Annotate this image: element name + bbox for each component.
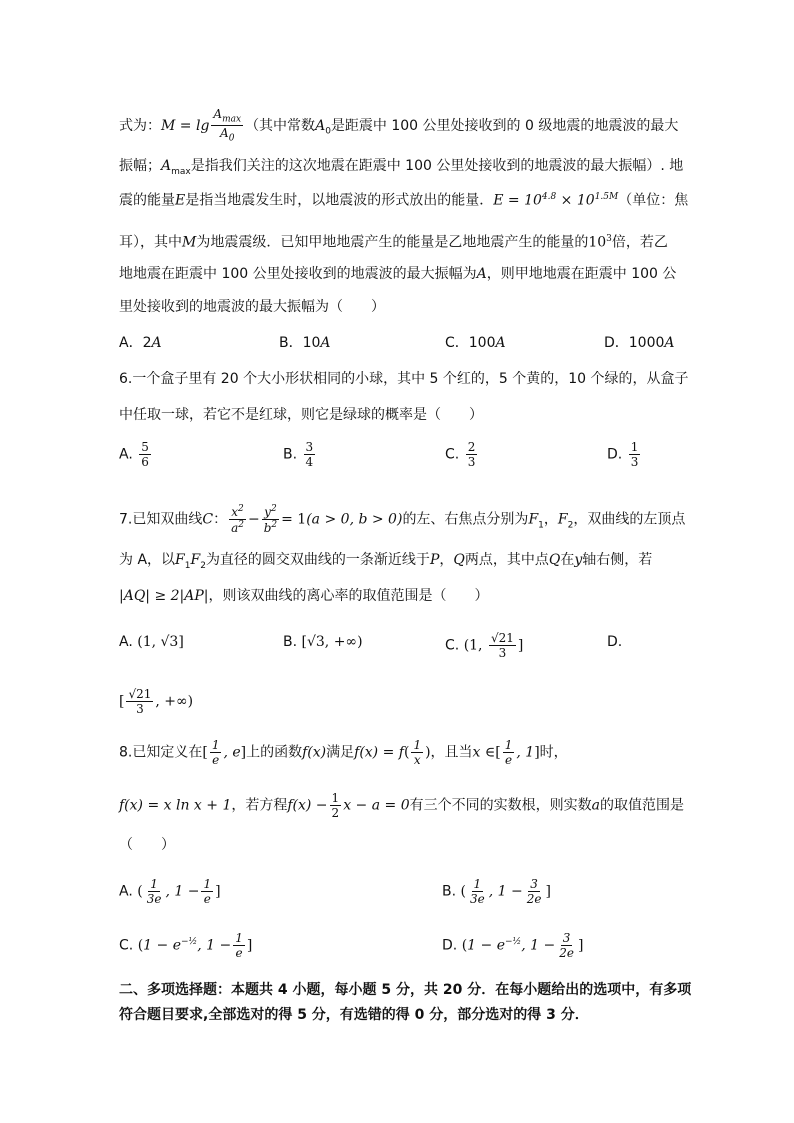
frac-num: y <box>264 505 271 519</box>
option-label: A. <box>119 634 133 650</box>
formula: f(x) <box>302 744 327 761</box>
frac-den: x <box>413 753 421 767</box>
frac-num: 2 <box>467 440 476 454</box>
fraction <box>468 878 487 905</box>
q5-line-4 <box>119 229 668 253</box>
q6-line-1 <box>119 369 689 389</box>
text: 在 <box>560 552 575 568</box>
var: M <box>182 234 197 251</box>
frac-num: A <box>213 107 223 121</box>
var: Q <box>548 552 561 568</box>
sub: 2 <box>567 520 574 531</box>
formula: (a > 0, b > 0) <box>306 511 403 528</box>
sup: 4.8 <box>541 192 557 202</box>
option-var: A <box>151 335 162 351</box>
q6-option-a[interactable] <box>119 441 153 468</box>
option-label: B．10 <box>279 335 321 351</box>
text: 为直径的圆交双曲线的一条渐近线于 <box>205 552 430 568</box>
var: a <box>591 797 600 814</box>
text: （其中常数 <box>245 117 316 134</box>
fraction <box>629 441 641 468</box>
fraction <box>330 792 342 819</box>
var: Q <box>453 552 465 568</box>
formula: = 1 <box>281 511 307 528</box>
frac-num: 1 <box>630 440 639 454</box>
frac-num: 3 <box>305 440 314 454</box>
option-label: B. <box>283 446 298 463</box>
var: y <box>574 552 583 568</box>
option-label: D. <box>442 937 458 954</box>
fraction <box>201 878 213 905</box>
frac-den: 4 <box>305 455 314 469</box>
sup: −½ <box>504 937 522 947</box>
text: 地地震在距震中 100 公里处接收到的地震波的最大振幅为 <box>119 266 477 282</box>
frac-den: 3 <box>630 455 639 469</box>
frac-num: 1 <box>413 738 422 752</box>
fraction <box>557 932 576 959</box>
sub: max <box>171 166 191 177</box>
text: 轴右侧，若 <box>582 552 653 568</box>
text: 8.已知定义在 <box>119 744 203 761</box>
option-label: D．1000 <box>604 335 665 351</box>
fraction <box>210 739 222 766</box>
frac-den: e <box>212 753 220 767</box>
q8-option-d[interactable]: D. ($1 - e^{-\frac{1}{2}}$, 1 − $\frac{3}{2e}$ ] <box>442 931 584 961</box>
sub: 0 <box>228 133 235 144</box>
formula: |AQ| ≥ 2|AP| <box>119 588 209 604</box>
frac-den: 2e <box>559 946 574 961</box>
q6-option-c[interactable] <box>445 441 479 468</box>
q5-line-5 <box>119 264 676 284</box>
text: 振幅； <box>119 158 161 174</box>
fraction <box>126 688 153 715</box>
text: （单位：焦 <box>618 192 689 209</box>
q7-line-3 <box>119 586 489 606</box>
text: 二、多项选择题：本题共 4 小题，每小题 5 分，共 20 分．在每小题给出的选项中，有多项 <box>119 982 692 998</box>
q8-option-c[interactable]: C. ($1 - e^{-\frac{1}{2}}$, 1 − $\frac{1}{e}$ ] <box>119 931 253 961</box>
formula: x ∈ <box>472 744 496 761</box>
frac-den: e <box>505 753 513 767</box>
sup: 1.5M <box>594 192 619 202</box>
option-label: A. <box>119 446 133 463</box>
q5-option-d[interactable] <box>604 333 675 353</box>
sub: 1 <box>538 520 544 531</box>
fraction <box>411 739 423 766</box>
var: F <box>528 511 539 528</box>
frac-den: 3 <box>498 646 507 660</box>
option-expr: 1 − e <box>143 937 181 954</box>
option-expr: [√3, +∞) <box>301 634 363 650</box>
frac-num: 1 <box>203 877 212 891</box>
sup: −½ <box>180 937 198 947</box>
sub: max <box>222 114 242 125</box>
q7-line-2 <box>119 550 652 576</box>
option-expr: , 1 − <box>488 883 523 900</box>
var: E <box>175 192 186 209</box>
text: 式为： <box>119 117 161 134</box>
frac-num: 3 <box>530 877 538 891</box>
option-label: C. <box>119 937 134 954</box>
text: ， <box>439 552 454 568</box>
frac-den: 2e <box>526 892 542 906</box>
text: 的左、右焦点分别为 <box>402 511 529 528</box>
formula: 10 <box>588 234 607 251</box>
fraction: $\frac{y^2}{b^2}$ <box>263 504 278 535</box>
text: 里处接收到的地震波的最大振幅为（ ） <box>119 299 385 315</box>
sub: 0 <box>325 126 331 137</box>
sub: 2 <box>200 560 206 571</box>
text: 两点，其中点 <box>464 552 549 568</box>
text: 为 A，以 <box>119 552 176 568</box>
formula: , 1 <box>516 744 535 761</box>
text: ，且当 <box>430 744 473 761</box>
q8-line-3 <box>119 835 175 855</box>
text: ， <box>543 511 558 528</box>
text: 的取值范围是 <box>599 797 684 814</box>
formula: x − a = 0 <box>343 797 410 814</box>
text: ，若方程 <box>231 797 288 814</box>
option-label: B. <box>442 883 457 900</box>
frac-den: 6 <box>141 455 149 469</box>
formula: f(x) = x ln x + 1 <box>119 797 232 814</box>
var: A <box>476 266 487 282</box>
formula: , e <box>223 744 241 761</box>
text: 7.已知双曲线 <box>119 511 203 528</box>
q5-line-2 <box>119 156 683 182</box>
option-label: C．100 <box>445 335 496 351</box>
fraction <box>145 878 164 905</box>
fraction <box>466 441 478 468</box>
q8-line-1: 8.已知定义在[ $\frac{1}{e}$ , e]上的函数f(x)满足f(x) = f( $\frac{1}{x}$ )，且当x ∈[ $\frac{1}{e}$ , 1]时， <box>119 738 568 767</box>
formula: M = lg <box>161 117 210 134</box>
option-expr: 1 − e <box>467 937 505 954</box>
frac-num: 1 <box>235 931 243 946</box>
sup: 3 <box>606 234 612 244</box>
q6-line-2 <box>119 405 483 425</box>
text: 6.一个盒子里有 20 个大小形状相同的小球，其中 5 个红的，5 个黄的，10 个绿的，从盒子 <box>119 371 689 387</box>
q7-line-1: 7.已知双曲线C： $\frac{x^2}{a^2}$ − $\frac{y^2}{b^2}$ = 1(a > 0, b > 0)的左、右焦点分别为$F_1$，$F_2$，双曲线的左顶点 <box>119 504 686 535</box>
q5-line-6 <box>119 297 385 317</box>
q7-option-d[interactable] <box>607 632 622 652</box>
frac-num: √21 <box>490 631 514 645</box>
option-expr: , 1 − <box>521 937 556 954</box>
frac-num: 1 <box>150 877 158 891</box>
option-label: A．2 <box>119 335 152 351</box>
option-label: B. <box>283 634 298 650</box>
text: 是指我们关注的这次地震在距震中 100 公里处接收到的地震波的最大振幅）. 地 <box>190 158 684 174</box>
frac-num: 1 <box>331 791 340 805</box>
fraction <box>139 441 151 468</box>
q5-option-c[interactable] <box>445 333 506 353</box>
text: ，双曲线的左顶点 <box>573 511 686 528</box>
frac-den: 2 <box>331 806 340 820</box>
option-expr: (1, <box>463 637 487 654</box>
option-label: C. <box>445 637 460 654</box>
text: 时， <box>539 744 568 761</box>
frac-den: e <box>203 892 211 906</box>
option-var: A <box>495 335 506 351</box>
fraction: $\frac{x^2}{a^2}$ <box>231 504 244 535</box>
fraction <box>525 878 544 905</box>
q6-option-b[interactable] <box>283 441 317 468</box>
formula: E = 10 <box>493 192 542 209</box>
text: 震的能量 <box>119 192 175 209</box>
fraction <box>503 739 515 766</box>
text: 是指当地震发生时，以地震波的形式放出的能量． <box>185 192 494 209</box>
frac-den: 3e <box>146 892 162 906</box>
text: 中任取一球，若它不是红球，则它是绿球的概率是（ ） <box>119 407 483 423</box>
text: 符合题目要求,全部选对的得 5 分，有选错的得 0 分，部分选对的得 3 分． <box>119 1007 589 1023</box>
frac-den: 3 <box>467 455 476 469</box>
option-label: D. <box>607 634 623 650</box>
text: 上的函数 <box>246 744 303 761</box>
option-label: C. <box>445 446 460 463</box>
q8-line-2 <box>119 792 684 819</box>
fraction <box>211 108 243 144</box>
text: 为地震震级．已知甲地地震产生的能量是乙地地震产生的能量的 <box>196 234 589 251</box>
frac-num: 1 <box>211 738 220 752</box>
frac-num: 5 <box>141 440 149 454</box>
var: C <box>202 511 214 528</box>
text: 倍，若乙 <box>611 234 668 251</box>
text: 是距震中 100 公里处接收到的 0 级地震的地震波的最大 <box>330 117 679 134</box>
q5-option-a[interactable] <box>119 333 162 353</box>
var: P <box>429 552 440 568</box>
frac-den: 3 <box>136 702 144 716</box>
q7-option-b[interactable] <box>283 632 363 652</box>
formula: f(x) − <box>287 797 328 814</box>
option-var: A <box>664 335 675 351</box>
q5-line-1 <box>119 108 678 144</box>
var: F <box>190 552 201 568</box>
option-label: D. <box>607 446 623 463</box>
q8-option-a[interactable]: A. ( $\frac{1}{3e}$ , 1 − $\frac{1}{e}$ ] <box>119 877 221 906</box>
var: A <box>161 158 172 174</box>
fraction <box>489 632 516 659</box>
frac-num: 1 <box>473 877 482 891</box>
q6-option-d[interactable] <box>607 441 642 468</box>
frac-num: 1 <box>504 738 513 752</box>
q7-option-c[interactable] <box>445 632 523 659</box>
option-var: A <box>320 335 331 351</box>
option-expr: (1, √3] <box>137 634 184 650</box>
frac-num: √21 <box>128 687 152 701</box>
option-expr: ] <box>517 637 524 654</box>
option-expr: , 1 − <box>197 937 232 954</box>
fraction <box>304 441 316 468</box>
sub: 1 <box>184 560 191 571</box>
frac-den: 3e <box>469 892 485 906</box>
text: 有三个不同的实数根，则实数 <box>409 797 592 814</box>
frac-den: e <box>235 946 243 961</box>
text: （ ） <box>119 837 175 853</box>
option-expr: , 1 − <box>165 883 200 900</box>
frac-den: A <box>220 126 229 141</box>
q7-option-d-expr[interactable]: [ $\frac{√21}{3}$ , +∞) <box>119 687 194 716</box>
q5-option-b[interactable] <box>279 333 331 353</box>
frac-num: x <box>231 505 239 519</box>
frac-den: a <box>231 521 239 535</box>
frac-num: 3 <box>562 931 571 946</box>
q5-line-3 <box>119 187 688 211</box>
var: A <box>315 117 326 134</box>
option-expr: , +∞) <box>155 693 194 710</box>
formula: f(x) = f <box>354 744 404 761</box>
var: F <box>557 511 568 528</box>
q8-option-b[interactable]: B. ( $\frac{1}{3e}$ , 1 − $\frac{3}{2e}$ ] <box>442 877 551 906</box>
q7-option-a[interactable] <box>119 632 184 652</box>
option-label: A. <box>119 883 133 900</box>
text: 耳），其中 <box>119 234 182 251</box>
text: 满足 <box>326 744 355 761</box>
fraction <box>233 932 245 959</box>
section2-line-1 <box>119 980 691 1000</box>
text: ，则甲地地震在距震中 100 公 <box>486 266 677 282</box>
section2-line-2 <box>119 1005 589 1025</box>
text: ： <box>213 511 228 528</box>
formula: × 10 <box>556 192 595 209</box>
var: F <box>175 552 185 568</box>
text: ，则该双曲线的离心率的取值范围是（ ） <box>208 588 489 604</box>
frac-den: b <box>263 521 272 535</box>
